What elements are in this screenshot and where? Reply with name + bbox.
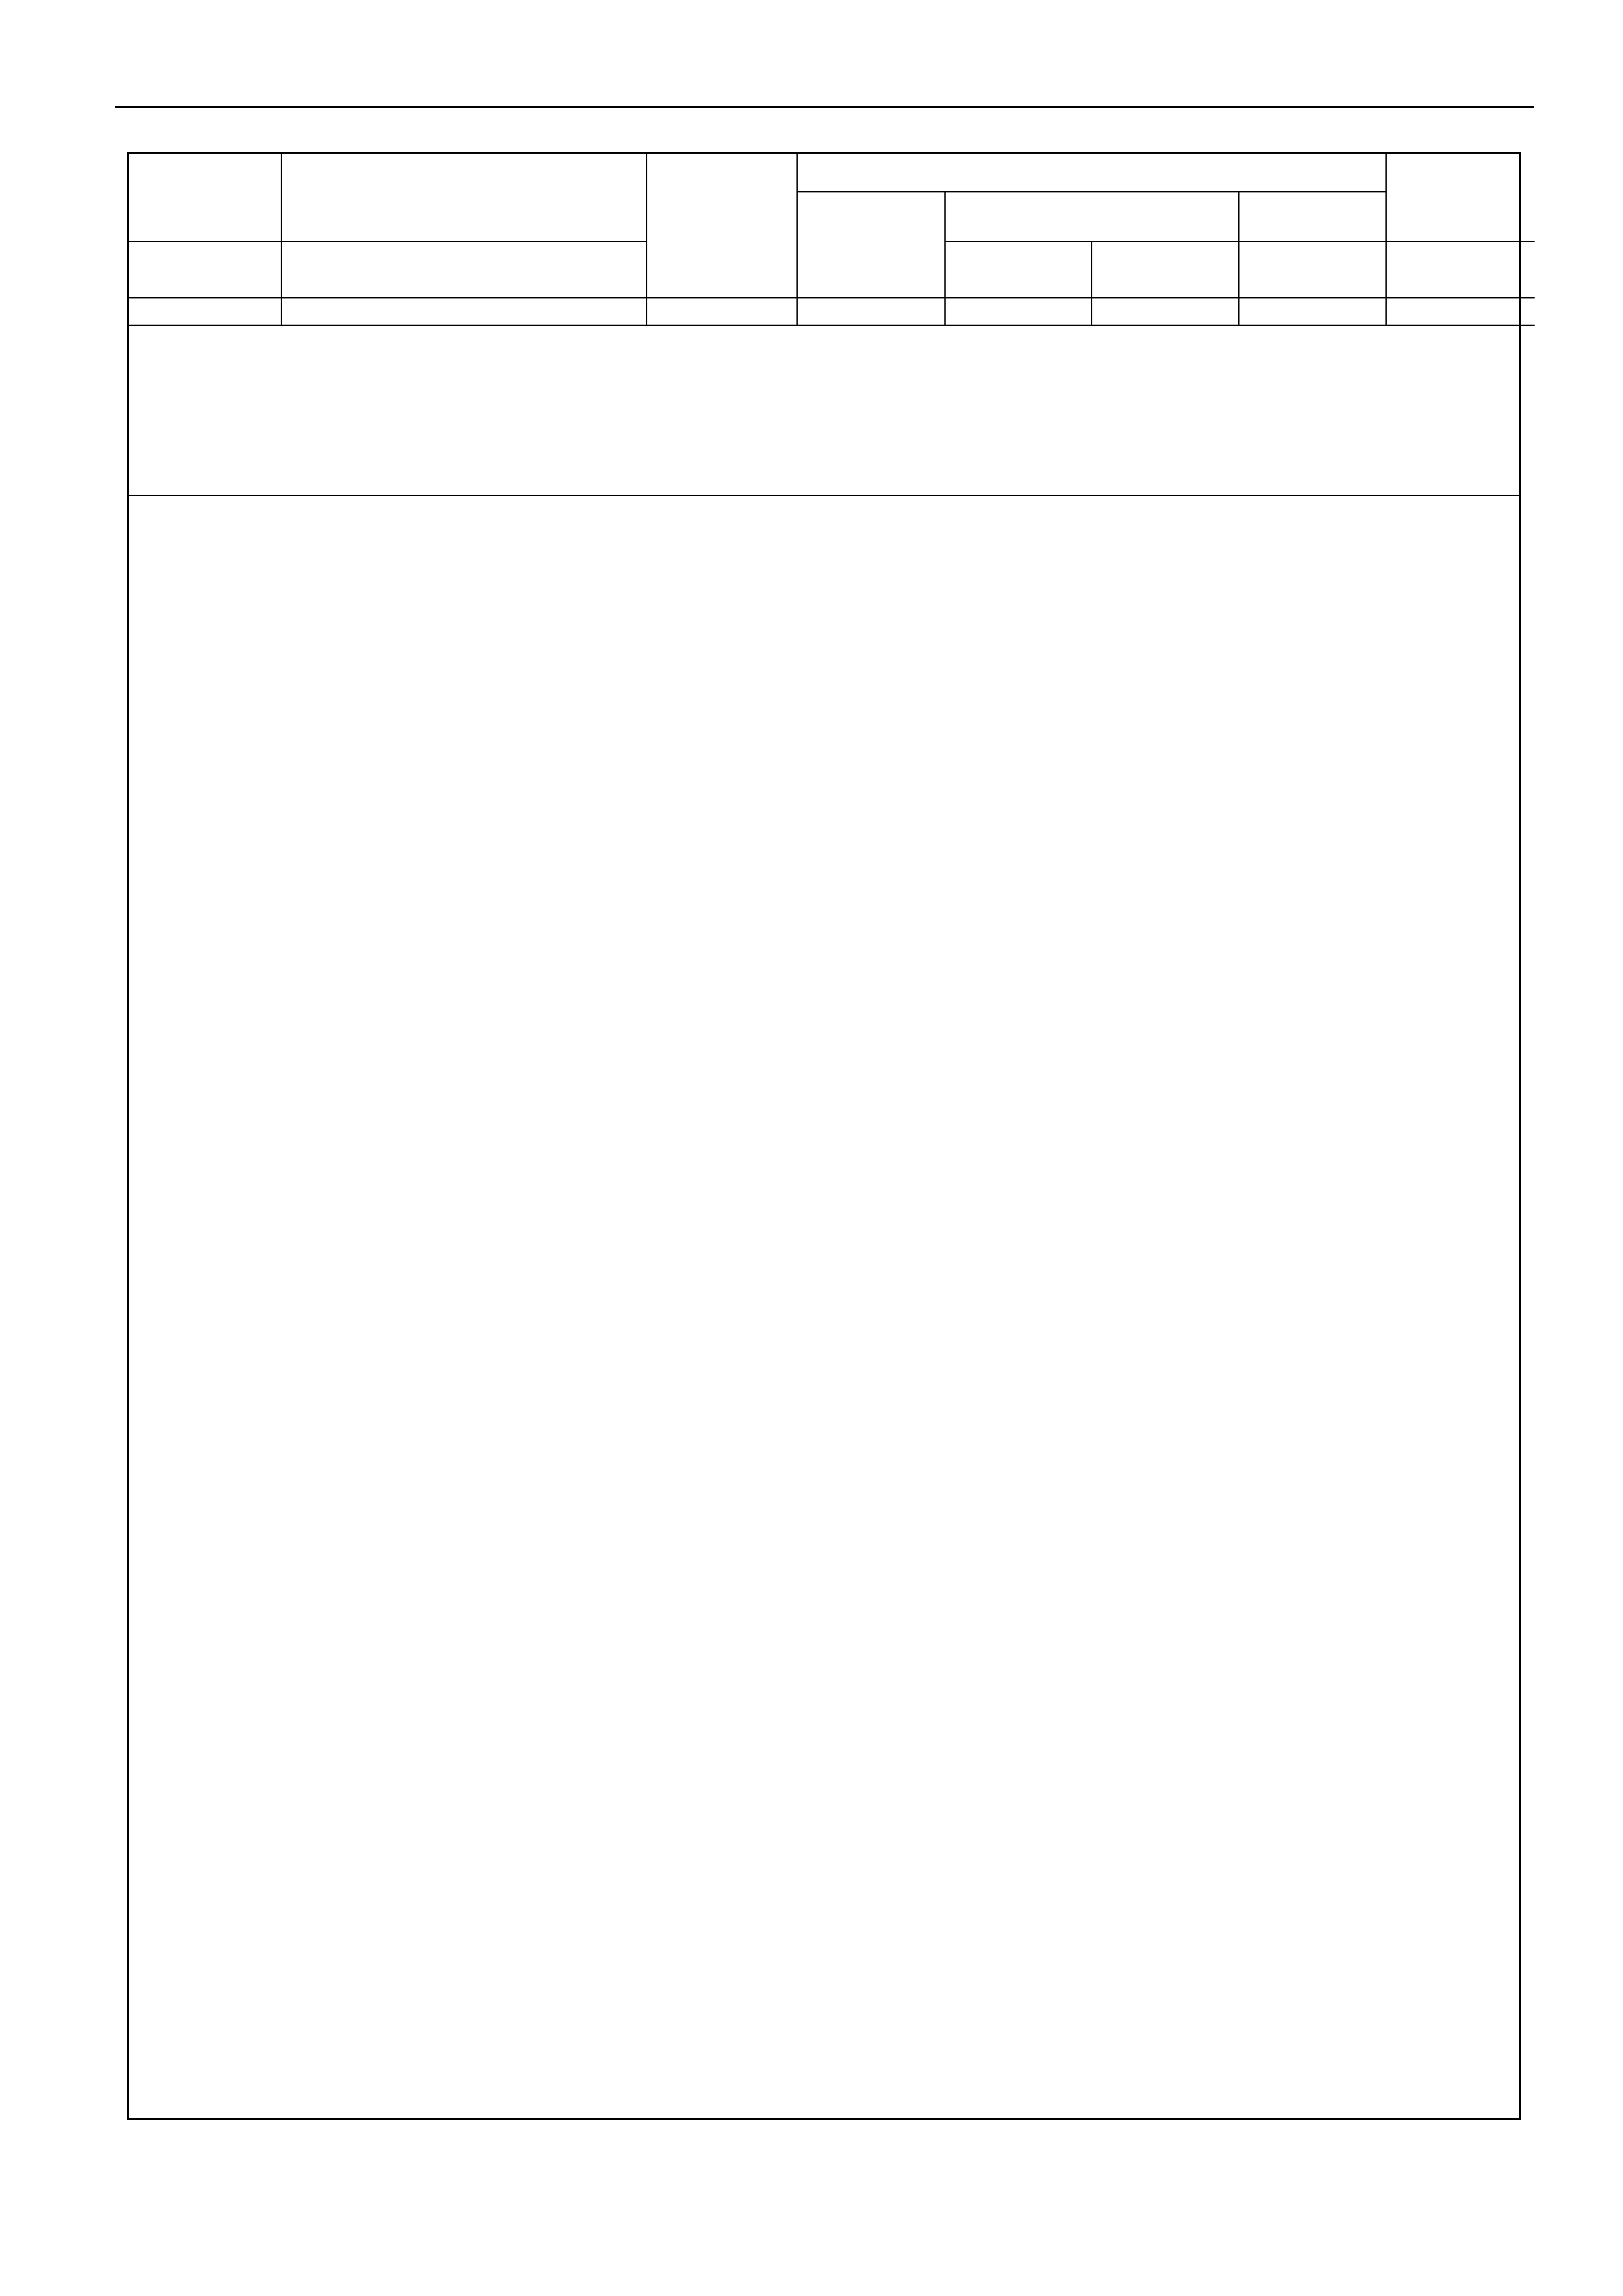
section-3-block	[129, 325, 1535, 495]
col-header-machines	[945, 192, 1239, 242]
col-header-material-codes	[129, 242, 281, 298]
col-number	[1239, 298, 1386, 325]
col-header-mass	[1386, 242, 1535, 298]
col-header-work-name	[281, 154, 647, 242]
col-number	[281, 298, 647, 325]
col-header-rate-number	[129, 154, 281, 242]
col-header-direct-cost	[647, 154, 797, 298]
col-number	[797, 298, 945, 325]
col-header-machinists-pay	[1092, 242, 1239, 298]
table-header	[129, 154, 1535, 298]
document-frame	[127, 152, 1521, 2120]
page-header	[115, 72, 1534, 108]
col-header-including	[797, 154, 1386, 192]
section-4-block	[129, 495, 1519, 717]
col-number	[945, 298, 1092, 325]
column-numbers	[129, 298, 1535, 325]
col-header-material-use	[1239, 242, 1386, 298]
col-number	[1092, 298, 1239, 325]
rates-table	[129, 154, 1535, 495]
col-header-workers-pay	[797, 192, 945, 298]
col-header-machines-total	[945, 242, 1092, 298]
col-number	[647, 298, 797, 325]
col-header-material-names	[281, 242, 647, 298]
col-header-materials	[1239, 192, 1386, 242]
col-header-labor	[1386, 154, 1535, 242]
col-number	[129, 298, 281, 325]
col-number	[1386, 298, 1535, 325]
